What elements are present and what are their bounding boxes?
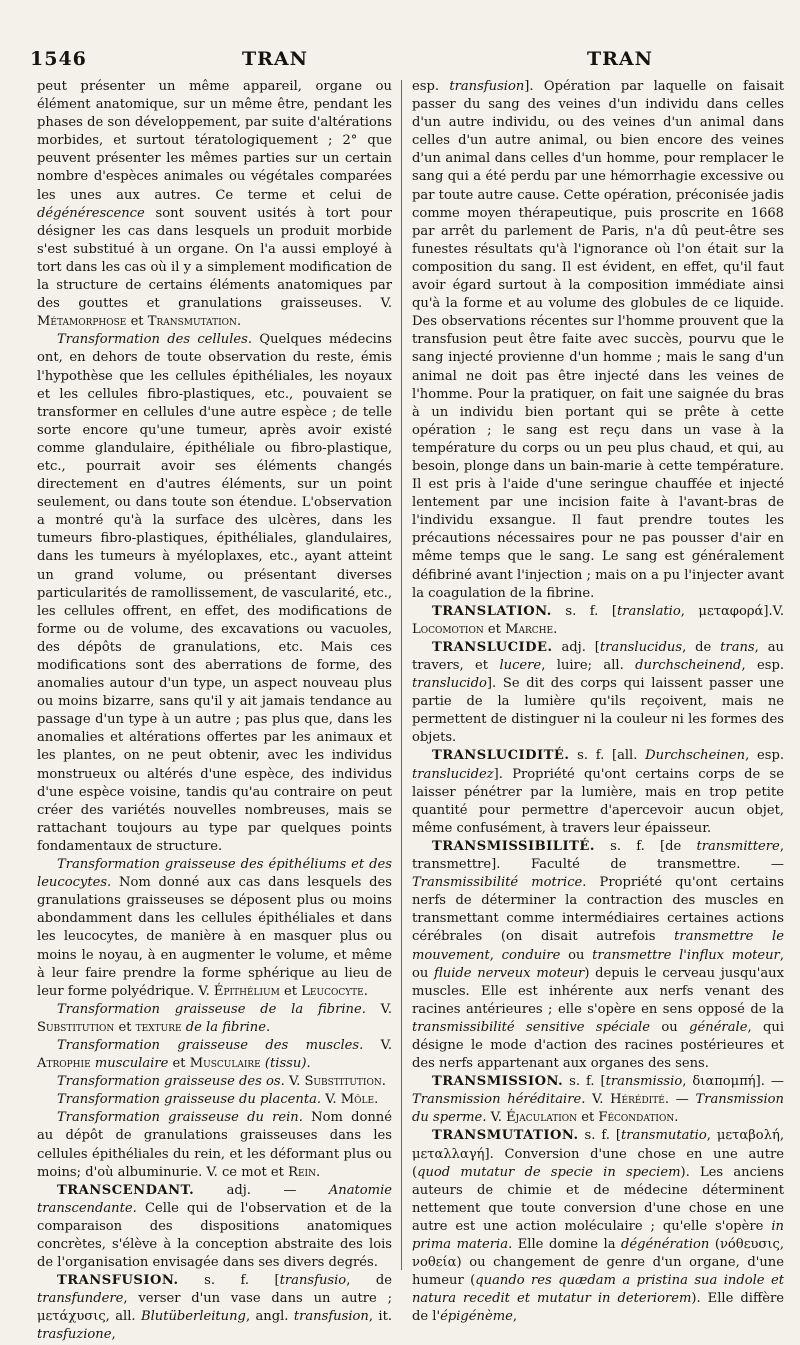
subentry-transformation-graisseuse-muscles: Transformation graisseuse des muscles. V. Atrophie musculaire et Musculaire (tissu). (37, 1037, 392, 1072)
entry-transfusion-continued: esp. transfusion]. Opération par laquelle on faisait passer du sang des veines d'un individu dans celles d'un autre individu, ou des veines d'un animal dans celles d'un autre animal, ou bien encore des veines d'un animal dans celles d'un homme, pour remplacer le sang qui a été perdu par une hémorrhagie excessive ou par toute autre cause. Cette opération, préconisée jadis comme moyen thérapeutique, puis proscrite en 1668 par arrêt du parlement de Paris, n'a dû peut-être ses funestes résultats qu'à l'ignorance où l'on était sur la composition du sang. Il est évident, en effet, qu'il faut avoir égard surtout à la composition immédiate ainsi qu'à la forme et au volume des globules de ce liquide. Des observations récentes sur l'homme prouvent que la transfusion peut être faite avec succès, pourvu que le sang injecté provienne d'un homme ; mais le sang d'un animal ne doit pas être injecté dans les veines de l'homme. Pour la pratiquer, on fait une saignée du bras à un individu bien portant qui se prête à cette opération ; le sang est reçu dans un vase à la température du corps ou un peu plus chaud, et qui, au besoin, plonge dans un bain-marie à cette température. Il est pris à l'aide d'une seringue chauffée et injecté lentement par une incision faite à l'avant-bras de l'individu exsangue. Il faut prendre toutes les précautions nécessaires pour ne pas pousser d'air en même temps que le sang. Le sang est généralement défibriné avant l'injection ; mais on a pu l'injecter avant la coagulation de la fibrine. (412, 79, 784, 601)
entry-translucide: TRANSLUCIDE. adj. [translucidus, de trans, au travers, et lucere, luire; all. durchscheinend, esp. translucido]. Se dit des corps qui laissent passer une partie de la lumière qu'ils reçoivent, mais ne permettent de distinguer ni la couleur ni les formes des objets. (412, 639, 785, 746)
entry-translation: TRANSLATION. s. f. [translatio, μεταφορά].V. Locomotion et Marche. (412, 603, 784, 637)
entry-transmutation: TRANSMUTATION. s. f. [transmutatio, μεταβολή, μεταλλαγή]. Conversion d'une chose en une autre (quod mutatur de specie in speciem). Les anciens auteurs de chimie et de médecine déterminent nettement que toute conversion d'une chose en une autre est une action moléculaire ; qu'elle s'opère in prima materia. Elle domine la dégénération (νόθευσις, νοθεία) ou changement de genre d'un organe, d'une humeur (quando res quædam a pristina sua indole et natura recedit et mutatur in deteriorem). Elle diffère de l'épigénème, (412, 1128, 785, 1325)
subentry-transformation-graisseuse-epitheliums: Transformation graisseuse des épithéliums et des leucocytes. Nom donné aux cas dans lesquels des granulations graisseuses se déposent plus ou moins abondamment dans les cellules épithéliales et dans les leucocytes, de manière à en masquer plus ou moins le noyau, à en augmenter le volume, et même à leur faire prendre la forme sphérique au lieu de leur forme polyédrique. V. Épithélium et Leucocyte. (37, 857, 392, 999)
running-header (30, 48, 788, 76)
subentry-transformation-graisseuse-placenta: Transformation graisseuse du placenta. V. Môle. (57, 1092, 379, 1108)
entry-translucidite: TRANSLUCIDITÉ. s. f. [all. Durchscheinen, esp. translucidez]. Propriété qu'ont certains corps de se laisser pénétrer par la lumière, mais en trop petite quantité pour permettre d'apercevoir aucun objet, même confusément, à travers leur épaisseur. (412, 748, 784, 836)
left-column (37, 78, 393, 1343)
entry-transfusion: TRANSFUSION. s. f. [transfusio, de transfundere, verser d'un vase dans un autre ; μετάχυσις, all. Blutüberleitung, angl. transfusion, it. trasfuzione, (37, 1273, 393, 1343)
entry-transcendant: TRANSCENDANT. adj. — Anatomie transcendante. Celle qui de l'observation et de la comparaison des dispositions anatomiques concrètes, s'élève à la conception abstraite des lois de l'organisation envisagée dans ses divers degrés. (37, 1182, 393, 1271)
entry-transformation-continued: peut présenter un même appareil, organe ou élément anatomique, sur un même être, pendant les phases de son développement, par suite d'altérations morbides, et surtout tératologiquement ; 2° que peuvent présenter les mêmes parties sur un certain nombre d'espèces animales ou végétales comparées les unes aux autres. Ce terme et celui de dégénérescence sont souvent usités à tort pour désigner les cas dans lesquels un produit morbide s'est substitué à un organe. On l'a aussi employé à tort dans les cas où il y a simplement modification de la structure de certains éléments anatomiques par des gouttes et granulations graisseuses. V. Métamorphose et Transmutation. (37, 79, 392, 330)
subentry-transformation-graisseuse-fibrine: Transformation graisseuse de la fibrine. V. Substitution et texture de la fibrine. (37, 1001, 392, 1035)
page-number: 1546 (30, 48, 87, 70)
entry-transmission: TRANSMISSION. s. f. [transmissio, διαπομπή]. — Transmission héréditaire. V. Hérédité. — Transmission du sperme. V. Éjaculation et Fécondation. (412, 1074, 784, 1126)
subentry-transformation-des-cellules: Transformation des cellules. Quelques médecins ont, en dehors de toute observation du reste, émis l'hypothèse que les cellules épithéliales, les noyaux et les cellules fibro-plastiques, etc., pouvaient se transformer en cellules d'une autre espèce ; de telle sorte encore qu'une tumeur, après avoir existé comme glandulaire, épithéliale ou fibro-plastique, etc., pourrait avoir ses éléments changés directement en d'autres éléments, sur un point seulement, ou dans toute son étendue. L'observation a montré qu'à la surface des ulcères, dans les tumeurs fibro-plastiques, épithéliales, glandulaires, dans les tumeurs à myéloplaxes, etc., ayant atteint un grand volume, ou présentant diverses particularités de ramollissement, de vascularité, etc., les cellules offrent, en effet, des modifications de forme ou de volume, des excavations ou vacuoles, des dépôts de granulations, etc. Mais ces modifications sont des aberrations de forme, des anomalies autour d'un type, un aspect nouveau plus ou moins bizarre, sans qu'il y ait jamais tendance au passage d'un type à un autre ; pas plus que, dans les anomalies et altérations offertes par les animaux et les plantes, on ne peut obtenir, avec les individus monstrueux ou altérés d'une espèce, des individus d'une espèce voisine, tandis qu'au contraire on peut créer des variétés nouvelles nombreuses, mais se rattachant toujours au type par quelques points fondamentaux de structure. (37, 332, 393, 854)
left-running-head: TRAN (242, 48, 309, 70)
subentry-transformation-graisseuse-rein: Transformation graisseuse du rein. Nom donné au dépôt de granulations graisseuses dans les cellules épithéliales du rein, et les déformant plus ou moins; d'où albuminurie. V. ce mot et Rein. (37, 1110, 392, 1180)
right-running-head: TRAN (587, 48, 654, 70)
entry-transmissibilite: TRANSMISSIBILITÉ. s. f. [de transmittere, transmettre]. Faculté de transmettre. — Transmissibilité motrice. Propriété qu'ont certains nerfs de déterminer la contraction des muscles en transmettant comme intermédiaires certaines actions cérébrales (on disait autrefois transmettre le mouvement, conduire ou transmettre l'influx moteur, ou fluide nerveux moteur) depuis le cerveau jusqu'aux muscles. Elle est inhérente aux nerfs venant des racines antérieures ; elle s'opère en sens opposé de la transmissibilité sensitive spéciale ou générale, qui désigne le mode d'action des racines postérieures et des nerfs appartenant aux organes des sens. (412, 838, 785, 1072)
column-divider (401, 80, 402, 1270)
subentry-transformation-graisseuse-os: Transformation graisseuse des os. V. Substitution. (57, 1074, 386, 1090)
right-column (412, 78, 785, 1325)
